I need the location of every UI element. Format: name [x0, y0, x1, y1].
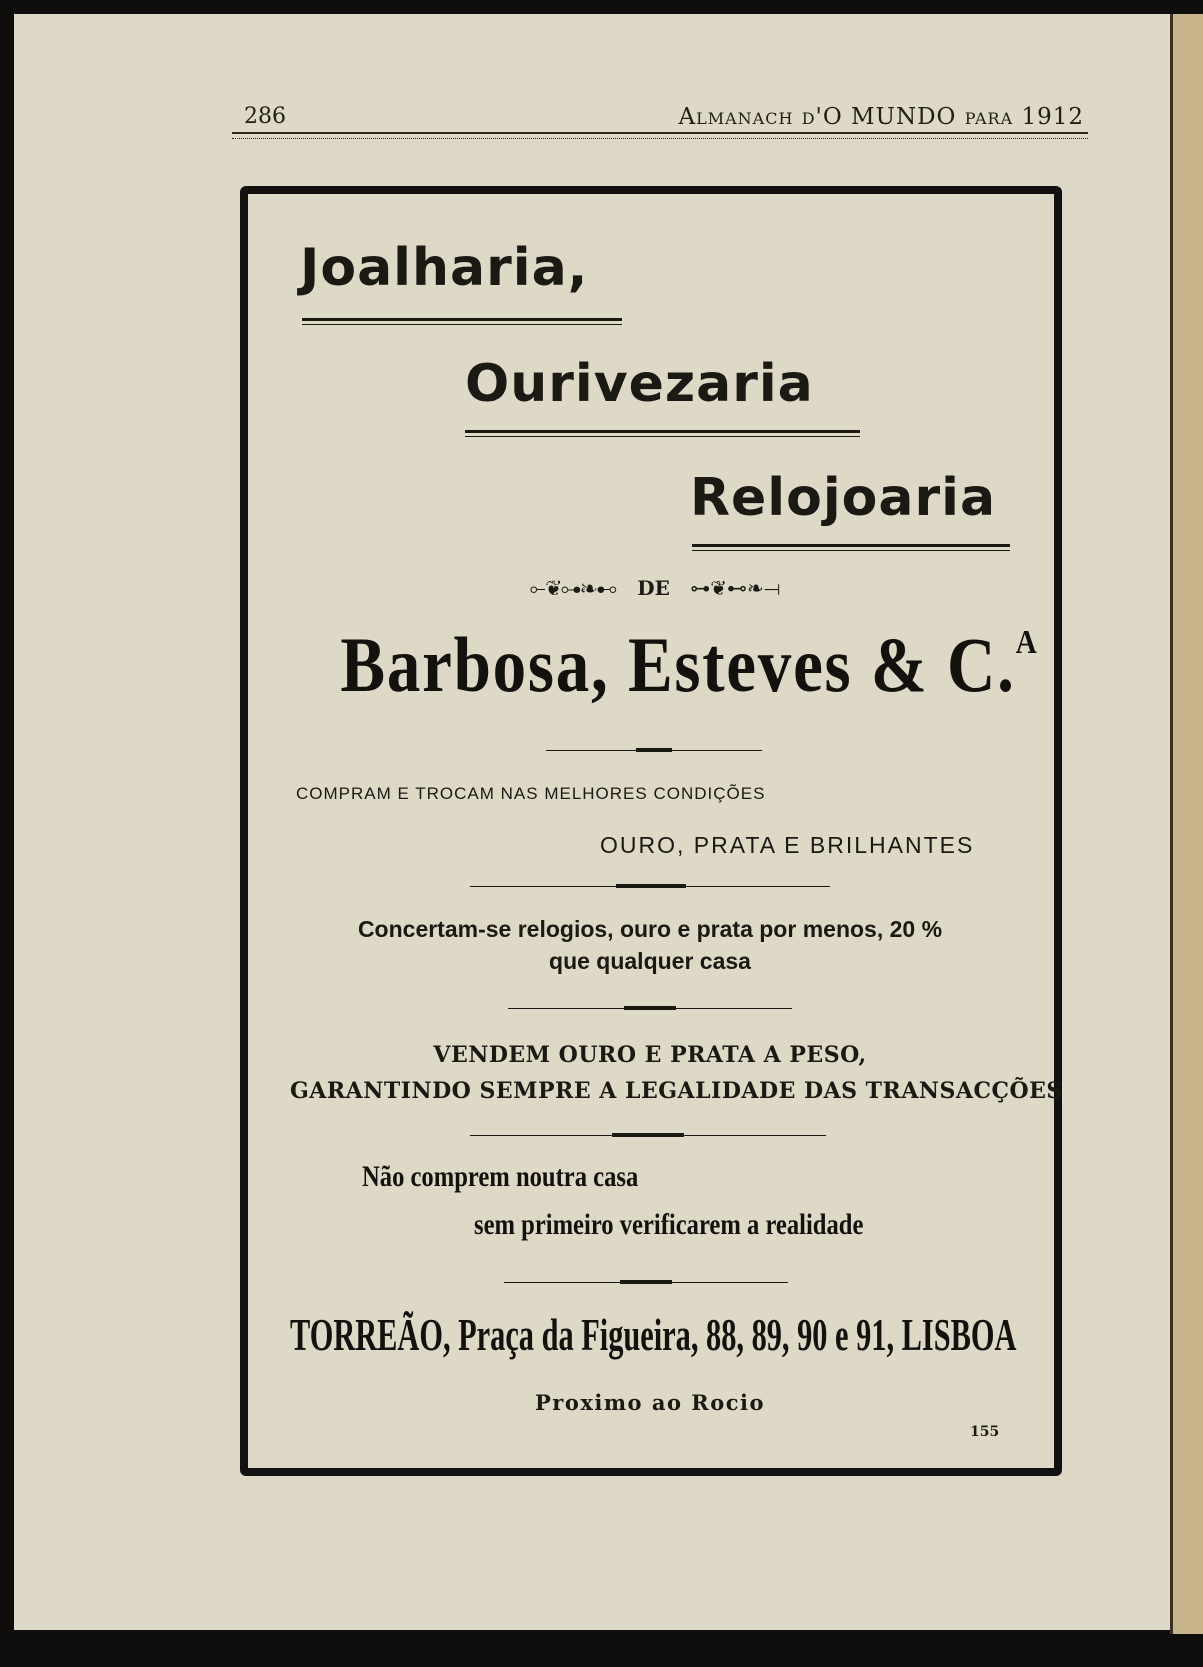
ornament-text: DE: [637, 576, 670, 600]
left-flourish-icon: ⟜❦⊶❧⊷: [529, 576, 617, 600]
proximity-note: Proximo ao Rocio: [534, 1390, 766, 1415]
jewellery-underline: [302, 318, 622, 325]
advice-line-2: sem primeiro verificarem a realidade: [474, 1208, 864, 1241]
divider-5-center: [620, 1280, 672, 1284]
shop-address: TORREÃO, Praça da Figueira, 88, 89, 90 e 91, LISBOA: [290, 1309, 1017, 1360]
shop-type-watchmaker: Relojoaria: [690, 468, 997, 528]
right-flourish-icon: ⊶❦⊷❧⟞: [690, 576, 781, 600]
shop-type-jewellery: Joalharia,: [300, 238, 589, 298]
shop-type-goldsmith: Ourivezaria: [465, 354, 814, 414]
divider-3-center: [624, 1006, 676, 1010]
running-title: Almanach d'O MUNDO para 1912: [678, 104, 1084, 130]
header-rule: [232, 132, 1088, 139]
divider-2-center: [616, 884, 686, 888]
goldsmith-underline: [465, 430, 860, 437]
firm-name-suffix: A: [1015, 624, 1039, 661]
metals-line: OURO, PRATA E BRILHANTES: [600, 832, 975, 858]
sell-line-1: VENDEM OURO E PRATA A PESO,: [433, 1042, 867, 1068]
divider-4-center: [612, 1133, 684, 1137]
repair-line-2: que qualquer casa: [549, 948, 751, 974]
divider-1-knot-icon: [636, 748, 672, 752]
watchmaker-underline: [692, 544, 1010, 551]
running-head: [244, 104, 1084, 134]
book-spine: [1170, 14, 1203, 1634]
sell-line-2: GARANTINDO SEMPRE A LEGALIDADE DAS TRANSACÇÕES: [290, 1078, 1063, 1104]
firm-name: [340, 620, 1039, 710]
advice-line-1: Não comprem noutra casa: [362, 1160, 639, 1193]
repair-line-1: Concertam-se relogios, ouro e prata por menos, 20 %: [357, 916, 943, 942]
trade-line: COMPRAM E TROCAM NAS MELHORES CONDIÇÕES: [296, 784, 766, 803]
ad-number: 155: [970, 1424, 1000, 1440]
page-number: 286: [244, 104, 286, 129]
ornament-de: [520, 576, 790, 600]
firm-name-text: Barbosa, Esteves & C.: [340, 621, 1016, 708]
